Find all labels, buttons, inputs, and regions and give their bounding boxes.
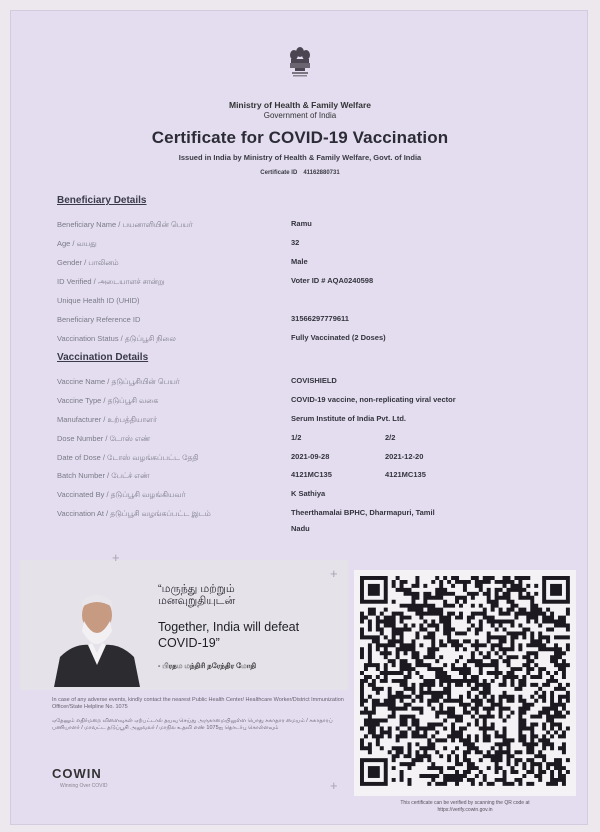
plus-mark-icon: + bbox=[330, 778, 338, 793]
vaccination-at-value-line2: Nadu bbox=[291, 524, 310, 533]
issued-by-text: Issued in India by Ministry of Health & Family Welfare, Govt. of India bbox=[178, 153, 422, 162]
id-verified-row bbox=[57, 277, 557, 293]
age-row bbox=[57, 239, 557, 255]
portrait-image bbox=[54, 587, 140, 687]
vaccine-name-value: COVISHIELD bbox=[291, 376, 337, 385]
certificate-id-label: Certificate ID bbox=[260, 170, 298, 176]
plus-mark-icon: + bbox=[112, 550, 120, 565]
dose1-number: 1/2 bbox=[291, 433, 302, 442]
batch-number-row bbox=[57, 471, 557, 487]
gender-value: Male bbox=[291, 257, 308, 266]
quote-tamil bbox=[158, 583, 328, 607]
age-value: 32 bbox=[291, 238, 300, 247]
vaccine-type-value: COVID-19 vaccine, non-replicating viral vector bbox=[291, 395, 456, 404]
qr-caption bbox=[354, 800, 576, 814]
dose2-number: 2/2 bbox=[385, 433, 396, 442]
national-emblem-icon bbox=[286, 46, 314, 94]
field-label: Vaccine Name / தடுப்பூசியின் பெயர் bbox=[57, 377, 180, 386]
dose1-batch: 4121MC135 bbox=[291, 470, 332, 479]
quote-tamil-line1: “மருந்து மற்றும் bbox=[158, 583, 235, 595]
qr-caption-line2: https://verify.cowin.gov.in bbox=[437, 807, 493, 813]
field-label: Vaccination At / தடுப்பூசி வழங்கப்பட்ட இடம் bbox=[57, 509, 211, 518]
field-label: Gender / பாலினம் bbox=[57, 258, 119, 267]
field-label: Vaccinated By / தடுப்பூசி வழங்கியவர் bbox=[57, 490, 186, 499]
dose2-batch: 4121MC135 bbox=[385, 470, 426, 479]
vaccination-at-value: Theerthamalai BPHC, Dharmapuri, Tamil bbox=[291, 508, 435, 517]
qr-caption-line1: This certificate can be verified by scanning the QR code at bbox=[400, 800, 530, 806]
beneficiary-section-title: Beneficiary Details bbox=[57, 195, 147, 206]
vaccinated-by-row bbox=[57, 490, 557, 506]
field-label: Batch Number / பேட்ச் எண் bbox=[57, 471, 150, 480]
dose1-date: 2021-09-28 bbox=[291, 452, 330, 461]
adverse-event-notice-english: In case of any adverse events, kindly contact the nearest Public Health Center/ Healthcare Worker/District Immunization Officer/State Helpline No. 1075 bbox=[52, 697, 344, 710]
reference-id-row bbox=[57, 315, 557, 331]
adverse-event-notice-tamil: ஏதேனும் எதிர்மறை விளைவுகள் ஏற்பட்டால் தயவு செய்து அருகாமையிலுள்ள பொது சுகாதார மையம் / சுகாதாரப் பணியாளர் / மாவட்ட தடுப்பூசி அலுவலர் / மாநில உதவி எண் 1075ஐ தொடர்பு கொள்ளவும் bbox=[52, 718, 333, 731]
beneficiary-name-value: Ramu bbox=[291, 219, 312, 228]
field-label: Vaccine Type / தடுப்பூசி வகை bbox=[57, 396, 159, 405]
field-label: Dose Number / டோஸ் எண் bbox=[57, 434, 151, 443]
gender-row bbox=[57, 258, 557, 274]
certificate-title: Certificate for COVID-19 Vaccination bbox=[151, 128, 449, 147]
dose-number-row bbox=[57, 434, 557, 450]
dose2-date: 2021-12-20 bbox=[385, 452, 424, 461]
vaccination-status-row bbox=[57, 334, 557, 350]
quote-tamil-line2: மனவுறுதியுடன் bbox=[158, 595, 236, 607]
reference-id-value: 31566297779611 bbox=[291, 314, 349, 323]
plus-mark-icon: + bbox=[330, 566, 338, 581]
government-name: Government of India bbox=[263, 111, 337, 120]
quote-english-line2: COVID-19” bbox=[158, 636, 220, 650]
manufacturer-value: Serum Institute of India Pvt. Ltd. bbox=[291, 414, 407, 423]
dose-date-row bbox=[57, 453, 557, 469]
field-label: Beneficiary Name / பயனாளியின் பெயர் bbox=[57, 220, 193, 229]
vaccine-name-row bbox=[57, 377, 557, 393]
field-label: Age / வயது bbox=[57, 239, 97, 248]
vaccine-type-row bbox=[57, 396, 557, 412]
certificate-id-value: 41162880731 bbox=[303, 170, 340, 176]
field-label: ID Verified / அடையாளச் சான்று bbox=[57, 277, 165, 286]
field-label: Date of Dose / டோஸ் வழங்கப்பட்ட தேதி bbox=[57, 453, 199, 462]
vaccination-status-value: Fully Vaccinated (2 Doses) bbox=[291, 333, 386, 342]
ministry-name: Ministry of Health & Family Welfare bbox=[228, 100, 371, 110]
qr-code-icon bbox=[354, 570, 576, 796]
qr-code-frame bbox=[354, 570, 576, 796]
quote-english-line1: Together, India will defeat bbox=[158, 620, 300, 634]
certificate-id-line bbox=[0, 170, 600, 176]
cowin-tagline: Winning Over COVID bbox=[60, 783, 108, 789]
vaccinated-by-value: K Sathiya bbox=[291, 489, 326, 498]
beneficiary-name-row bbox=[57, 220, 557, 236]
field-label: Vaccination Status / தடுப்பூசி நிலை bbox=[57, 334, 176, 343]
manufacturer-row bbox=[57, 415, 557, 431]
id-verified-value: Voter ID # AQA0240598 bbox=[291, 276, 374, 285]
field-label: Manufacturer / உற்பத்தியாளர் bbox=[57, 415, 157, 424]
field-label: Beneficiary Reference ID bbox=[57, 315, 141, 324]
vaccination-section-title: Vaccination Details bbox=[57, 352, 149, 363]
cowin-logo: COWIN bbox=[52, 766, 102, 781]
quote-attribution: - பிரதம மந்திரி நரேந்திர மோதி bbox=[158, 663, 257, 670]
uhid-row bbox=[57, 296, 557, 312]
field-label: Unique Health ID (UHID) bbox=[57, 296, 140, 305]
quote-english bbox=[158, 619, 338, 651]
vaccination-at-row bbox=[57, 509, 557, 541]
